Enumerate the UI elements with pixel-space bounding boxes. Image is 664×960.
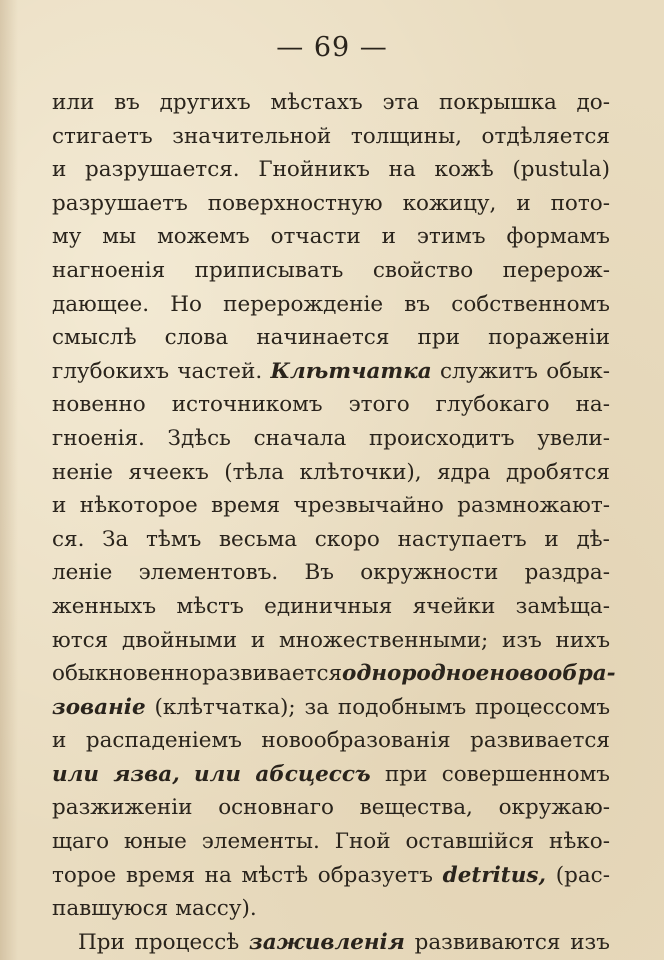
word: (тѣла bbox=[224, 459, 285, 485]
word: свойство bbox=[372, 257, 474, 283]
word: обык- bbox=[546, 358, 610, 384]
emphasized-word: Клѣтчатка bbox=[270, 358, 432, 384]
word: (клѣтчатка); bbox=[154, 694, 296, 720]
word: вещества, bbox=[359, 795, 473, 821]
word: поверхностную bbox=[207, 190, 383, 216]
word: значительной bbox=[172, 123, 332, 149]
word: изъ bbox=[502, 627, 542, 653]
word: множественными; bbox=[278, 627, 489, 653]
word: въ bbox=[114, 90, 140, 115]
word: перерожденіе bbox=[223, 291, 384, 317]
word: и bbox=[250, 627, 266, 653]
word: мы bbox=[102, 224, 137, 250]
emphasized-word: язва, bbox=[113, 761, 180, 787]
emphasized-word: detritus, bbox=[442, 862, 546, 888]
word: женныхъ bbox=[52, 593, 157, 619]
word: окружаю- bbox=[498, 795, 610, 821]
text-line bbox=[52, 859, 610, 893]
word: толщины, bbox=[350, 123, 462, 149]
word: пото- bbox=[550, 190, 610, 216]
word: собственномъ bbox=[451, 291, 610, 317]
word: новообразованія bbox=[261, 728, 451, 754]
word: пораженіи bbox=[488, 325, 610, 351]
word: мѣстъ bbox=[176, 593, 244, 619]
word: время bbox=[126, 862, 195, 888]
word: распаденіемъ bbox=[85, 728, 242, 754]
word: развивается bbox=[470, 728, 610, 754]
word: дающее. bbox=[52, 291, 150, 317]
word: нѣко- bbox=[549, 829, 610, 855]
word: происходитъ bbox=[368, 425, 515, 451]
word: до- bbox=[576, 90, 610, 115]
word: мѣстахъ bbox=[270, 90, 363, 115]
word: нихъ bbox=[555, 627, 610, 653]
word: сначала bbox=[253, 425, 347, 451]
word: разжиженіи bbox=[52, 795, 193, 821]
text-line bbox=[52, 590, 610, 624]
word: клѣточки), bbox=[299, 459, 422, 485]
text-line bbox=[52, 489, 610, 523]
word: Здѣсь bbox=[167, 425, 231, 451]
word: раздра- bbox=[524, 560, 610, 586]
word: (pustula) bbox=[512, 157, 610, 183]
word: подобнымъ bbox=[337, 694, 467, 720]
word: основнаго bbox=[218, 795, 334, 821]
word: щаго bbox=[52, 829, 110, 855]
word: оставшійся bbox=[405, 829, 535, 855]
text-line bbox=[52, 187, 610, 221]
text-line bbox=[52, 86, 610, 120]
word: весьма bbox=[218, 526, 298, 552]
word: этимъ bbox=[416, 224, 486, 250]
word: можемъ bbox=[157, 224, 250, 250]
word: стигаетъ bbox=[52, 123, 153, 149]
word: при bbox=[417, 325, 460, 351]
word: и bbox=[52, 728, 67, 754]
word: замѣща- bbox=[515, 593, 610, 619]
word: мѣстѣ bbox=[241, 862, 309, 888]
word: процессомъ bbox=[474, 694, 610, 720]
word: нагноенія bbox=[52, 257, 166, 283]
text-line bbox=[52, 254, 610, 288]
word: му bbox=[52, 224, 82, 250]
word: торое bbox=[52, 862, 117, 888]
word: окружности bbox=[360, 560, 499, 586]
word: ячейки bbox=[412, 593, 496, 619]
word: ся. bbox=[52, 526, 85, 552]
word: увели- bbox=[537, 425, 610, 451]
word: разрушается. bbox=[85, 157, 240, 183]
word: приписывать bbox=[194, 257, 344, 283]
word: единичныя bbox=[264, 593, 393, 619]
word: (рас- bbox=[555, 862, 610, 888]
word: разрушаетъ bbox=[52, 190, 188, 216]
emphasized-word: абсцессъ bbox=[255, 761, 371, 787]
word: глубокихъ bbox=[52, 358, 170, 384]
emphasized-word: заживленія bbox=[248, 929, 405, 955]
word: и bbox=[516, 190, 531, 216]
word: ются bbox=[52, 627, 109, 653]
word: на bbox=[388, 157, 416, 183]
word: образуетъ bbox=[317, 862, 433, 888]
word: изъ bbox=[570, 929, 610, 955]
text-line bbox=[52, 321, 610, 355]
word: павшуюся bbox=[52, 896, 169, 922]
word: совершенномъ bbox=[441, 761, 610, 787]
word: кожѣ bbox=[434, 157, 494, 183]
word: новенно bbox=[52, 392, 146, 418]
word: тѣмъ bbox=[146, 526, 202, 552]
word: перерож- bbox=[502, 257, 610, 283]
text-line bbox=[52, 926, 610, 960]
word: размножают- bbox=[457, 493, 610, 519]
word: скоро bbox=[314, 526, 380, 552]
word: отчасти bbox=[270, 224, 361, 250]
text-line bbox=[52, 388, 610, 422]
word: элементовъ. bbox=[138, 560, 279, 586]
word: процессѣ bbox=[134, 929, 240, 955]
word: дробятся bbox=[505, 459, 610, 485]
word: нѣкоторое bbox=[79, 493, 198, 519]
page-number: — 69 — bbox=[276, 32, 388, 63]
word: эта bbox=[382, 90, 420, 115]
word: другихъ bbox=[159, 90, 251, 115]
word: гноенія. bbox=[52, 425, 145, 451]
text-line bbox=[52, 724, 610, 758]
word: и bbox=[544, 526, 559, 552]
word: отдѣляется bbox=[481, 123, 610, 149]
body-text bbox=[52, 86, 616, 959]
word: неніе bbox=[52, 459, 113, 485]
emphasized-word: однородное bbox=[342, 661, 490, 687]
text-line bbox=[52, 791, 610, 825]
text-line bbox=[52, 355, 610, 389]
text-line bbox=[52, 153, 610, 187]
word: глубокаго bbox=[435, 392, 550, 418]
word: время bbox=[211, 493, 281, 519]
word: въ bbox=[404, 291, 431, 317]
word: массу). bbox=[175, 896, 257, 922]
text-line bbox=[52, 422, 610, 456]
word: элементы. bbox=[201, 829, 320, 855]
word: обыкновенно bbox=[52, 661, 203, 687]
word: слова bbox=[164, 325, 229, 351]
word: юные bbox=[123, 829, 187, 855]
text-line bbox=[52, 825, 610, 859]
emphasized-word: или bbox=[52, 761, 99, 787]
word: развивается bbox=[202, 661, 343, 687]
emphasized-word: или bbox=[194, 761, 241, 787]
word: покрышка bbox=[438, 90, 557, 115]
text-line bbox=[52, 120, 610, 154]
word: формамъ bbox=[506, 224, 610, 250]
word: этого bbox=[348, 392, 410, 418]
word: Гной bbox=[334, 829, 391, 855]
word: или bbox=[52, 90, 95, 115]
word: ячеекъ bbox=[128, 459, 209, 485]
word: развиваются bbox=[414, 929, 561, 955]
word: Но bbox=[170, 291, 202, 317]
page-shadow-edge bbox=[0, 0, 18, 960]
word: служитъ bbox=[439, 358, 538, 384]
word: источникомъ bbox=[171, 392, 323, 418]
text-line bbox=[52, 556, 610, 590]
word: начинается bbox=[256, 325, 390, 351]
text-line bbox=[52, 657, 616, 691]
word: Въ bbox=[304, 560, 334, 586]
text-line bbox=[52, 758, 610, 792]
word: частей. bbox=[177, 358, 263, 384]
text-line bbox=[52, 288, 610, 322]
emphasized-word: новообра- bbox=[489, 661, 616, 687]
word: на- bbox=[575, 392, 610, 418]
text-line bbox=[52, 624, 610, 658]
text-line bbox=[52, 892, 610, 926]
word: дѣ- bbox=[576, 526, 610, 552]
word: кожицу, bbox=[402, 190, 497, 216]
word: чрезвычайно bbox=[293, 493, 444, 519]
word: на bbox=[204, 862, 232, 888]
word: леніе bbox=[52, 560, 113, 586]
word: двойными bbox=[121, 627, 238, 653]
word: наступаетъ bbox=[397, 526, 527, 552]
text-line bbox=[52, 691, 610, 725]
text-line bbox=[52, 523, 610, 557]
word: при bbox=[384, 761, 428, 787]
word: и bbox=[52, 493, 67, 519]
word: и bbox=[381, 224, 396, 250]
word: за bbox=[304, 694, 330, 720]
word: Гнойникъ bbox=[258, 157, 370, 183]
word: смыслѣ bbox=[52, 325, 137, 351]
emphasized-word: зованіе bbox=[52, 694, 146, 720]
word: При bbox=[78, 929, 125, 955]
word: За bbox=[102, 526, 129, 552]
word: ядра bbox=[437, 459, 491, 485]
text-line bbox=[52, 456, 610, 490]
text-line bbox=[52, 220, 610, 254]
word: и bbox=[52, 157, 67, 183]
